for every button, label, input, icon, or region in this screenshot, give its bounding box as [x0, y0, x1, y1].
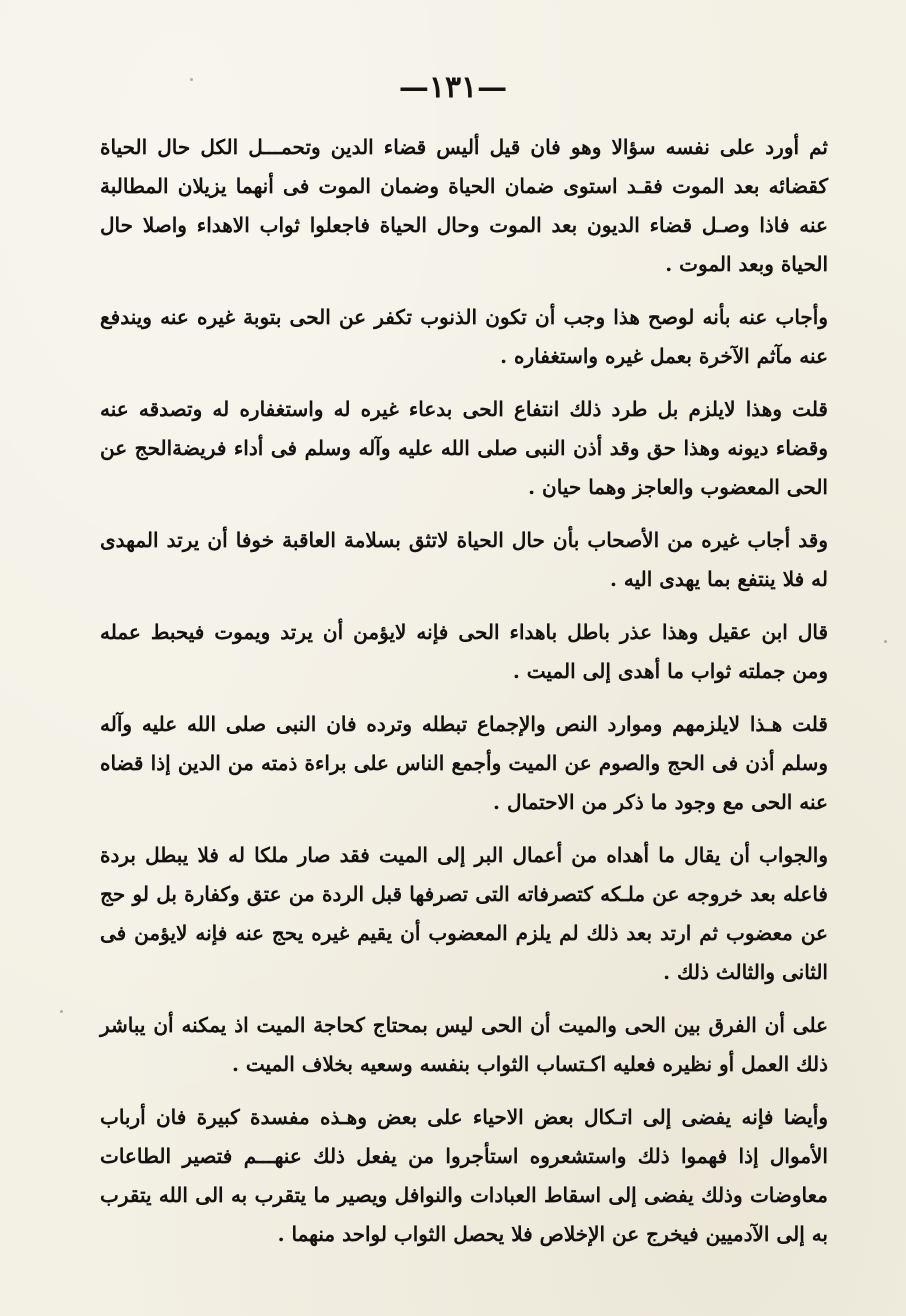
page-number: —١٣١—: [398, 70, 508, 105]
paragraph: والجواب أن يقال ما أهداه من أعمال البر إلى الميت فقد صار ملكا له فلا يبطل بردة فاعله بعد خروجه عن ملـكه كتصرفاته التى تصرفها قبل الردة من عتق وكفارة بل لو حج عن معضوب ثم ارتد بعد ذلك لم يلزم المعضوب أن يقيم غيره يحج عنه فإنه لايؤمن فى الثانى والثالث ذلك .: [100, 843, 828, 984]
scan-speck: [60, 1010, 63, 1013]
paragraph: قلت وهذا لايلزم بل طرد ذلك انتفاع الحى بدعاء غيره له واستغفاره له وتصدقه عنه وقضاء ديونه وهذا حق وقد أذن النبى صلى الله عليه وآله وسلم فى أداء فريضةالحج عن الحى المعضوب والعاجز وهما حيان .: [100, 397, 828, 499]
paragraph: قال ابن عقيل وهذا عذر باطل باهداء الحى فإنه لايؤمن أن يرتد ويموت فيحبط عمله ومن جملته ثواب ما أهدى إلى الميت .: [100, 620, 829, 683]
scan-speck: [884, 640, 887, 643]
paragraph: وأيضا فإنه يفضى إلى اتـكال بعض الاحياء على بعض وهـذه مفسدة كبيرة فان أرباب الأموال إذا فهموا ذلك واستشعروه استأجروا من يفعل ذلك عنهـــم فتصير الطاعات معاوضات وذلك يفضى إلى اسقاط العبادات والنوافل ويصير ما يتقرب به الى الله يتقرب به إلى الآدميين فيخرج عن الإخلاص فلا يحصل الثواب لواحد منهما .: [100, 1105, 828, 1246]
paragraph: قلت هـذا لايلزمهم وموارد النص والإجماع تبطله وترده فان النبى صلى الله عليه وآله وسلم أذن فى الحج والصوم عن الميت وأجمع الناس على براءة ذمته من الدين إذا قضاه عنه الحى مع وجود ما ذكر من الاحتمال .: [100, 712, 828, 814]
body-text: [100, 128, 828, 1268]
paragraph: وأجاب عنه بأنه لوصح هذا وجب أن تكون الذنوب تكفر عن الحى بتوبة غيره عنه ويندفع عنه مآثم الآخرة بعمل غيره واستغفاره .: [100, 305, 828, 368]
paragraph: على أن الفرق بين الحى والميت أن الحى ليس بمحتاج كحاجة الميت اذ يمكنه أن يباشر ذلك العمل أو نظيره فعليه اكـتساب الثواب بنفسه وسعيه بخلاف الميت .: [100, 1013, 828, 1076]
paragraph: وقد أجاب غيره من الأصحاب بأن حال الحياة لاتثق بسلامة العاقبة خوفا أن يرتد المهدى له فلا ينتفع بما يهدى اليه .: [100, 528, 828, 591]
paragraph: ثم أورد على نفسه سؤالا وهو فان قيل أليس قضاء الدين وتحمـــل الكل حال الحياة كقضائه بعد الموت فقـد استوى ضمان الحياة وضمان الموت فى أنهما يزيلان المطالبة عنه فاذا وصـل قضاء الديون بعد الموت وحال الحياة فاجعلوا ثواب الاهداء واصلا حال الحياة وبعد الموت .: [100, 135, 828, 276]
